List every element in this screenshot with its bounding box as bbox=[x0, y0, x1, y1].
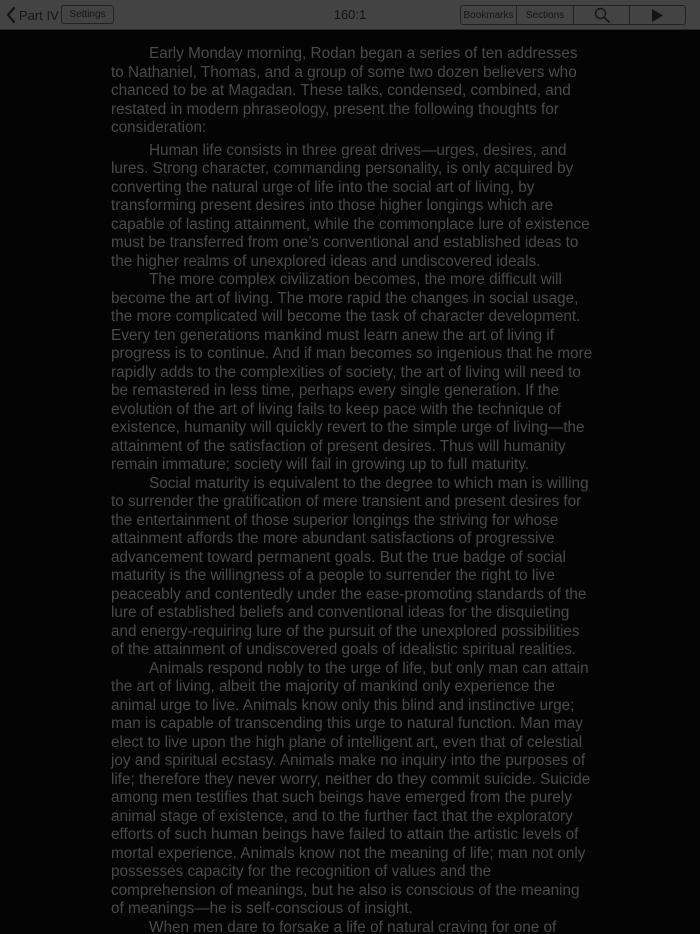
search-icon bbox=[594, 7, 610, 23]
sections-button[interactable]: Sections bbox=[517, 6, 574, 24]
paragraph: When men dare to forsake a life of natural craving for one of bbox=[149, 918, 557, 934]
paragraph: Animals respond nobly to the urge of life, but only man can attain the art of living, albeit the majority of mankind only experience the animal urge to live. Animals know only this blind and instinctive urge; man is capable of transcending this urge to natural function. Man may elect to live upon the high plane of intelligent art, even that of celestial joy and spiritual ecstasy. Animals make no inquiry into the purposes of life; therefore they never worry, neither do they commit suicide. Suicide among men testifies that such beings have emerged from the purely animal stage of existence, and to the further fact that the exploratory efforts of such human beings have failed to attain the artistic levels of mortal experience. Animals know not the meaning of life; man not only possesses capacity for the recognition of values and the comprehension of meanings, but he also is conscious of the meaning of meanings—he is self-conscious of insight. bbox=[111, 659, 591, 917]
chevron-left-icon bbox=[6, 7, 16, 23]
paragraph: Social maturity is equivalent to the degree to which man is willing to surrender the gratification of mere transient and present desires for the entertainment of those superior longings the striving for whose attainment affords the more abundant satisfactions of progressive advancement toward permanent goals. But the true badge of social maturity is the willingness of a people to surrender the right to live peaceably and contentedly under the ease-promoting standards of the lure of established beliefs and conventional ideas for the disquieting and energy-requiring lure of the pursuit of the unexplored possibilities of the attainment of undiscovered goals of idealistic spiritual realities. bbox=[111, 474, 589, 658]
page-title: 160:1 bbox=[333, 7, 367, 22]
search-button[interactable] bbox=[574, 6, 630, 24]
back-button[interactable] bbox=[6, 5, 59, 25]
bookmarks-button[interactable]: Bookmarks bbox=[461, 6, 517, 24]
paragraph: Early Monday morning, Rodan began a series of ten addresses to Nathaniel, Thomas, and a group of some two dozen believers who chanced to be at Magadan. These talks, condensed, combined, and restated in modern phraseology, present the following thoughts for consideration: bbox=[111, 45, 578, 136]
paragraph: Human life consists in three great drives—urges, desires, and lures. Strong character, commanding personality, is only acquired by converting the natural urge of life into the social art of living, by transforming present desires into those higher longings which are capable of lasting attainment, while the commonplace lure of existence must be transferred from one’s conventional and established ideas to the higher realms of unexplored ideas and undiscovered ideals. bbox=[111, 141, 590, 270]
settings-button[interactable]: Settings bbox=[61, 5, 114, 24]
top-toolbar bbox=[0, 0, 700, 30]
toolbar-segmented-control bbox=[460, 5, 686, 25]
play-icon bbox=[651, 9, 664, 22]
play-button[interactable] bbox=[630, 6, 685, 24]
paragraph: The more complex civilization becomes, the more difficult will become the art of living. The more rapid the changes in social usage, the more complicated will become the task of character development. Every ten generations mankind must learn anew the art of living if progress is to continue. And if man becomes so ingenious that he more rapidly adds to the complexities of society, the art of living will need to be remastered in less time, perhaps every single generation. If the evolution of the art of living fails to keep pace with the technique of existence, humanity will quickly revert to the simple urge of living—the attainment of the satisfaction of present desires. Thus will humanity remain immature; society will fail in growing up to full maturity. bbox=[111, 271, 593, 473]
reader-text bbox=[111, 45, 593, 934]
back-button-label: Part IV bbox=[19, 7, 59, 23]
